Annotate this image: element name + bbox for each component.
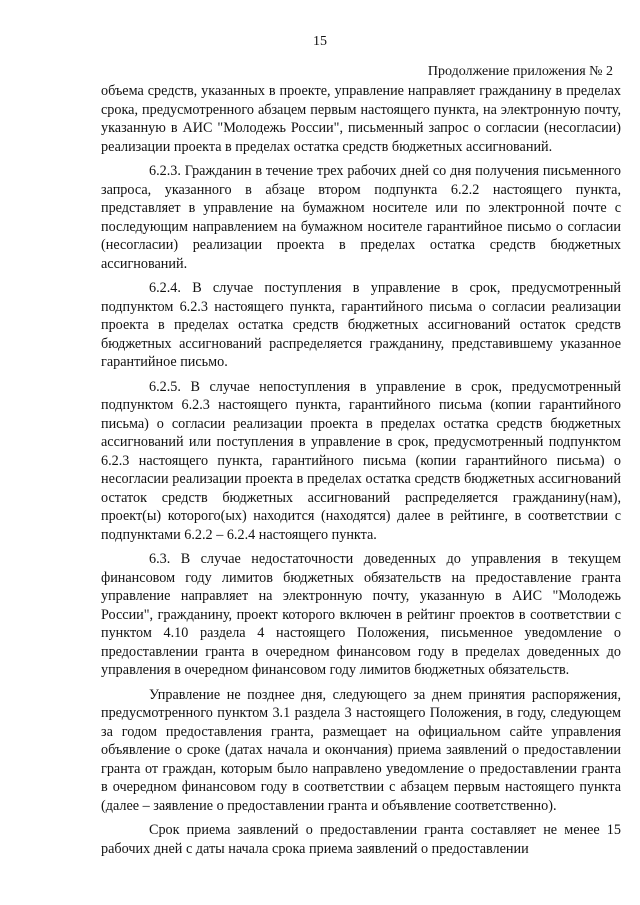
appendix-continuation-label: Продолжение приложения № 2 xyxy=(427,64,613,79)
paragraph-announcement: Управление не позднее дня, следующего за днем принятия распоряжения, предусмотренного пунктом 3.1 раздела 3 настоящего Положения, в году, следующем за годом предоставления гранта, размещает на официальном сайте управления объявление о сроке (датах начала и окончания) приема заявлений о предоставлении гранта от граждан, которым было направлено уведомление о предоставлении гранта в очередном финансовом году в соответствии с абзацем первым настоящего пункта (далее – заявление о предоставлении гранта и объявление соответственно). xyxy=(101,686,621,814)
paragraph-6-3: 6.3. В случае недостаточности доведенных до управления в текущем финансовом году лимитов бюджетных обязательств на предоставление гранта управление направляет на электронную почту, указанную в АИС "Молодежь России", гражданину, проект которого включен в рейтинг проектов в соответствии с пунктом 4.10 раздела 4 настоящего Положения, письменное уведомление о предоставлении гранта в очередном финансовом году в пределах доведенных до управления в очередном финансовом году лимитов бюджетных обязательств. xyxy=(101,551,621,678)
document-body xyxy=(101,82,621,864)
page-number: 15 xyxy=(313,34,327,49)
paragraph-6-2-3: 6.2.3. Гражданин в течение трех рабочих дней со дня получения письменного запроса, указанного в абзаце втором подпункта 6.2.2 настоящего пункта, представляет в управление на бумажном носителе или по электронной почте с последующим направлением на бумажном носителе гарантийное письмо о согласии (несогласии) реализации проекта в пределах остатка средств бюджетных ассигнований. xyxy=(101,163,621,272)
paragraph-continuation: объема средств, указанных в проекте, управление направляет гражданину в пределах срока, предусмотренного абзацем первым настоящего пункта, на электронную почту, указанную в АИС "Молодежь России", письменный запрос о согласии (несогласии) реализации проекта в пределах остатка средств бюджетных ассигнований. xyxy=(101,83,621,155)
paragraph-6-2-4: 6.2.4. В случае поступления в управление в срок, предусмотренный подпунктом 6.2.3 настоящего пункта, гарантийного письма о согласии реализации проекта в пределах остатка средств бюджетных ассигнований остаток средств бюджетных ассигнований распределяется гражданину, представившему указанное гарантийное письмо. xyxy=(101,280,621,370)
paragraph-6-2-5: 6.2.5. В случае непоступления в управление в срок, предусмотренный подпунктом 6.2.3 настоящего пункта, гарантийного письма (копии гарантийного письма) о согласии реализации проекта в пределах остатка средств бюджетных ассигнований или поступления в управление в срок, предусмотренный подпунктом 6.2.3 настоящего пункта, гарантийного письма (копии гарантийного письма) о несогласии реализации проекта в пределах остатка средств бюджетных ассигнований остаток средств бюджетных ассигнований распределяется гражданину(нам), проект(ы) которого(ых) находится (находятся) далее в рейтинге, в соответствии с подпунктами 6.2.2 – 6.2.4 настоящего пункта. xyxy=(101,378,621,543)
paragraph-application-period: Срок приема заявлений о предоставлении гранта составляет не менее 15 рабочих дней с даты начала срока приема заявлений о предоставлении xyxy=(101,822,621,857)
